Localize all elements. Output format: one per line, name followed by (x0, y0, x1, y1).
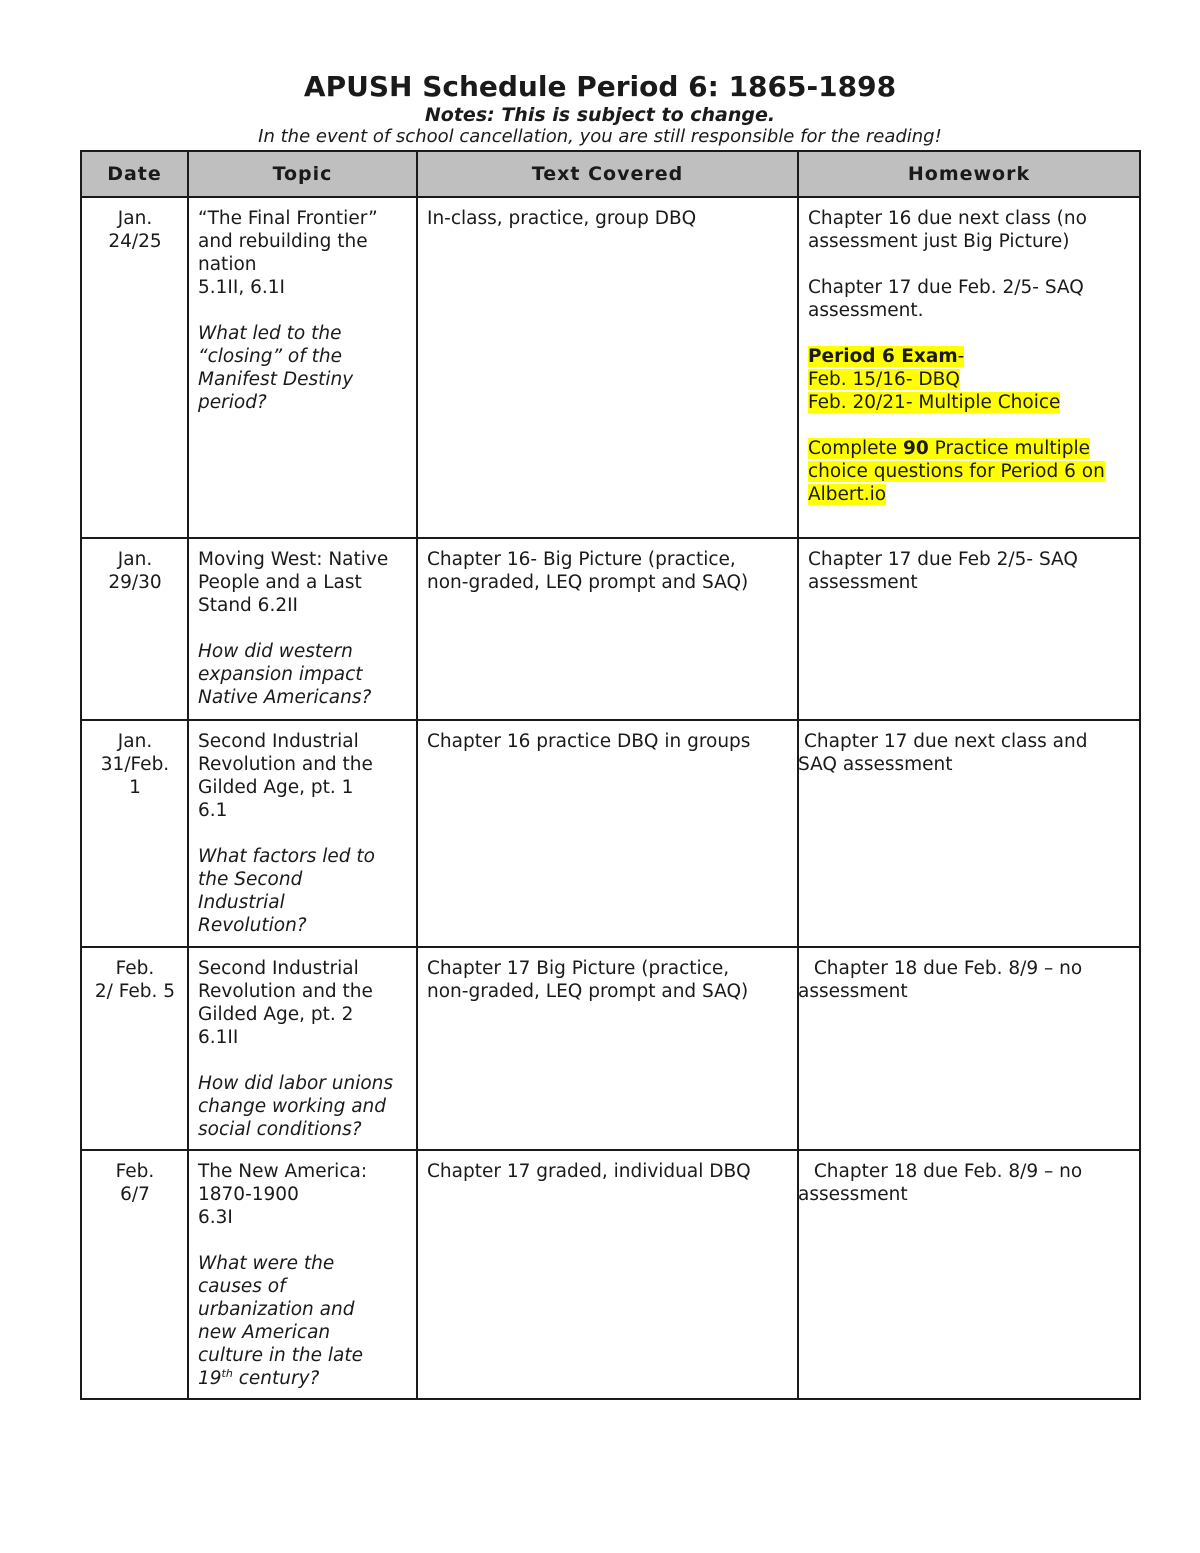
date-cell: Jan. 31/Feb. 1 (81, 720, 188, 947)
column-header-homework: Homework (798, 151, 1140, 197)
exam-date-dbq: Feb. 15/16- DBQ (808, 369, 960, 390)
document-header (0, 70, 1200, 148)
guiding-question: How did labor unions (198, 1073, 394, 1094)
column-header-date: Date (81, 151, 188, 197)
topic-cell: “The Final Frontier” and rebuilding the nation 5.1II, 6.1I What led to the “closing” of the Manifest Destiny period? (188, 197, 417, 538)
homework-cell: Chapter 18 due Feb. 8/9 – no assessment (798, 947, 1140, 1150)
table-row (81, 720, 1140, 947)
guiding-question: What led to the (198, 323, 342, 344)
exam-title: Period 6 Exam (808, 346, 958, 367)
homework-cell: Chapter 18 due Feb. 8/9 – no assessment (798, 1150, 1140, 1399)
topic-cell: Second Industrial Revolution and the Gilded Age, pt. 2 6.1II How did labor unions change working and social conditions? (188, 947, 417, 1150)
date-cell: Jan. 29/30 (81, 538, 188, 720)
guiding-question: What factors led to (198, 846, 375, 867)
date-cell: Feb. 6/7 (81, 1150, 188, 1399)
column-header-topic: Topic (188, 151, 417, 197)
notes-line: Notes: This is subject to change. (424, 104, 776, 126)
date-cell: Feb. 2/ Feb. 5 (81, 947, 188, 1150)
text-covered-cell: Chapter 17 Big Picture (practice, non-graded, LEQ prompt and SAQ) (417, 947, 798, 1150)
topic-cell: The New America: 1870-1900 6.3I What were the causes of urbanization and new American culture in the late 19th century? (188, 1150, 417, 1399)
homework-cell: Chapter 17 due Feb 2/5- SAQ assessment (798, 538, 1140, 720)
exam-date-mc: Feb. 20/21- Multiple Choice (808, 392, 1061, 413)
guiding-question: How did western (198, 641, 353, 662)
table-header-row (81, 151, 1140, 197)
table-row (81, 1150, 1140, 1399)
text-covered-cell: Chapter 16- Big Picture (practice, non-graded, LEQ prompt and SAQ) (417, 538, 798, 720)
text-covered-cell: In-class, practice, group DBQ (417, 197, 798, 538)
homework-cell: Chapter 17 due next class and SAQ assessment (798, 720, 1140, 947)
schedule-table (80, 150, 1141, 1400)
text-covered-cell: Chapter 17 graded, individual DBQ (417, 1150, 798, 1399)
homework-cell: Chapter 16 due next class (no assessment just Big Picture) Chapter 17 due Feb. 2/5- SAQ assessment. Period 6 Exam- Feb. 15/16- DBQ Feb. 20/21- Multiple Choice Complete 90 Practice multiple choice questions for Period 6 on Albert.io (798, 197, 1140, 538)
date-cell: Jan. 24/25 (81, 197, 188, 538)
topic-cell: Second Industrial Revolution and the Gilded Age, pt. 1 6.1 What factors led to the Second Industrial Revolution? (188, 720, 417, 947)
text-covered-cell: Chapter 16 practice DBQ in groups (417, 720, 798, 947)
table-row (81, 947, 1140, 1150)
topic-cell: Moving West: Native People and a Last Stand 6.2II How did western expansion impact Native Americans? (188, 538, 417, 720)
guiding-question: What were the (198, 1253, 335, 1274)
table-row (81, 197, 1140, 538)
document-title: APUSH Schedule Period 6: 1865-1898 (303, 70, 897, 103)
table-row (81, 538, 1140, 720)
cancellation-warning: In the event of school cancellation, you are still responsible for the reading! (258, 126, 942, 147)
column-header-text-covered: Text Covered (417, 151, 798, 197)
